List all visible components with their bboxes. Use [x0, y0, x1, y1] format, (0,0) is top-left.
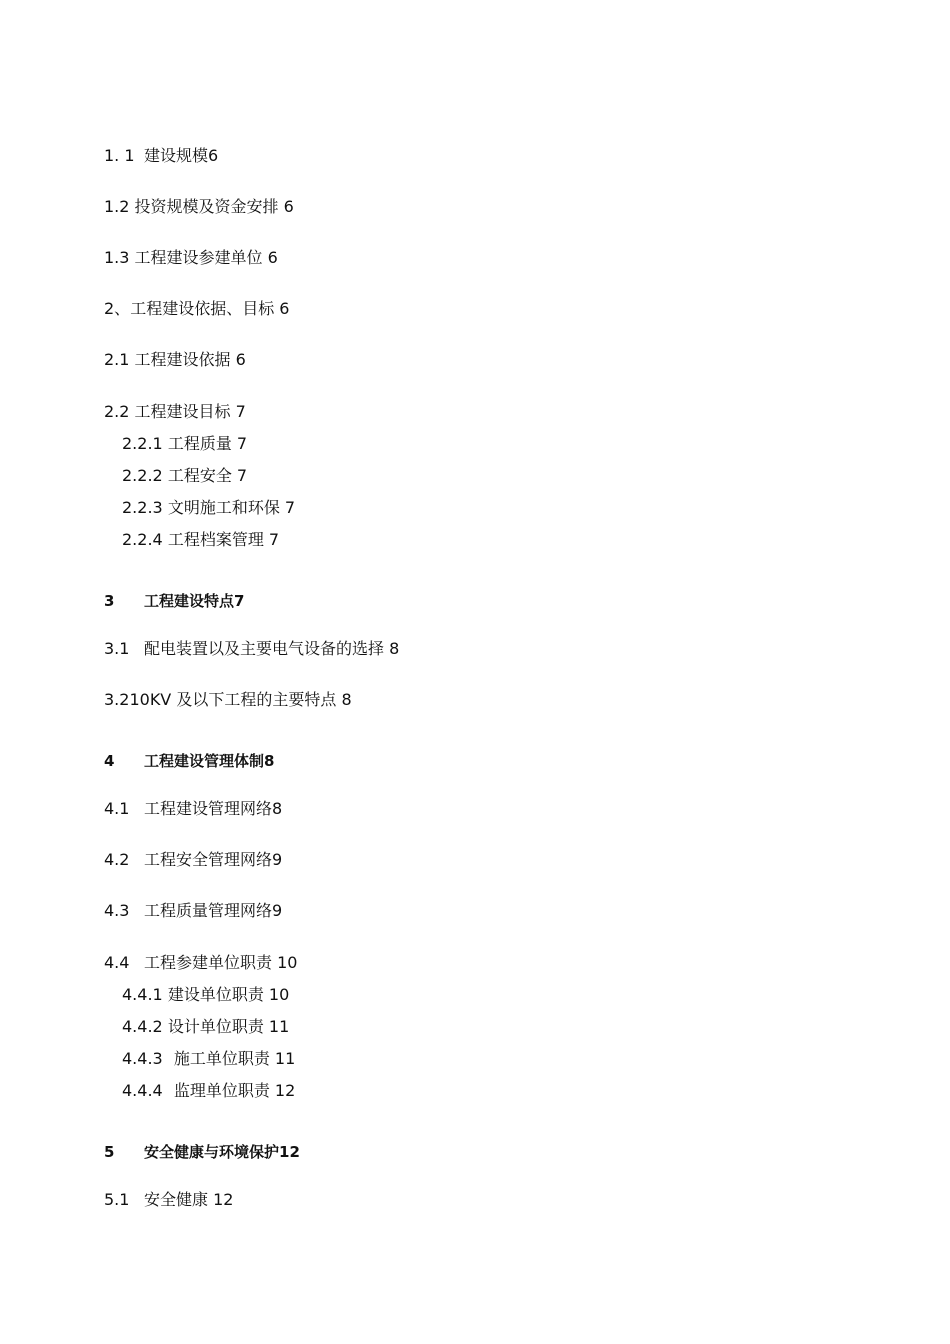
toc-entry-page: 7	[236, 466, 248, 485]
toc-entry-title: 安全健康与环境保护	[144, 1143, 280, 1161]
toc-entry-title: 监理单位职责	[173, 1081, 270, 1100]
toc-entry-number: 3.2	[104, 690, 130, 709]
toc-entry-number: 1. 1	[104, 146, 135, 165]
toc-entry-number: 4.4.2	[122, 1017, 163, 1036]
toc-entry-4-4-1[interactable]	[122, 985, 289, 1005]
toc-entry-page: 9	[272, 850, 283, 869]
toc-entry-title: 施工单位职责	[173, 1049, 270, 1068]
toc-entry-title: 安全健康	[144, 1190, 209, 1209]
toc-entry-title: 工程档案管理	[167, 530, 264, 549]
toc-entry-4-1[interactable]	[104, 799, 282, 819]
toc-entry-page: 8	[264, 752, 275, 770]
toc-entry-number: 2.2.3	[122, 498, 163, 517]
toc-entry-number: 2.1	[104, 350, 130, 369]
toc-entry-number: 2.2.2	[122, 466, 163, 485]
toc-entry-title: 工程建设特点	[144, 592, 235, 610]
toc-entry-title: 工程质量管理网络	[144, 901, 273, 920]
toc-entry-page: 8	[272, 799, 283, 818]
toc-entry-number: 4.1	[104, 799, 130, 818]
toc-entry-number: 2.2.1	[122, 434, 163, 453]
toc-entry-number: 4.4.4	[122, 1081, 163, 1100]
toc-entry-title: 工程建设管理体制	[144, 752, 265, 770]
toc-entry-title: 工程建设目标	[134, 402, 231, 421]
toc-entry-1-1[interactable]	[104, 146, 218, 166]
toc-entry-page: 10	[268, 985, 290, 1004]
toc-entry-number: 5	[104, 1143, 115, 1161]
toc-entry-3[interactable]	[104, 591, 244, 611]
toc-entry-3-1[interactable]	[104, 639, 399, 659]
toc-entry-page: 7	[284, 498, 296, 517]
toc-entry-page: 7	[235, 402, 246, 421]
toc-entry-1-2[interactable]	[104, 197, 294, 217]
toc-entry-3-2[interactable]	[104, 690, 352, 710]
toc-entry-page: 7	[268, 530, 280, 549]
toc-entry-number: 4.4.3	[122, 1049, 163, 1068]
toc-entry-2-1[interactable]	[104, 350, 246, 370]
toc-entry-number: 3	[104, 592, 115, 610]
toc-entry-title: 工程建设依据	[134, 350, 231, 369]
toc-entry-number: 5.1	[104, 1190, 130, 1209]
toc-entry-5-1[interactable]	[104, 1190, 233, 1210]
toc-entry-2-2-3[interactable]	[122, 498, 295, 518]
toc-entry-title: 文明施工和环保	[167, 498, 280, 517]
toc-entry-2-2-1[interactable]	[122, 434, 247, 454]
toc-entry-page: 12	[279, 1143, 300, 1161]
toc-entry-2-2[interactable]	[104, 402, 246, 422]
toc-entry-number: 1.3	[104, 248, 130, 267]
toc-entry-2-2-2[interactable]	[122, 466, 247, 486]
toc-entry-4-4-4[interactable]	[122, 1081, 295, 1101]
toc-entry-number: 4.3	[104, 901, 130, 920]
toc-entry-page: 6	[279, 299, 290, 318]
toc-entry-page: 10	[277, 953, 298, 972]
toc-entry-number: 1.2	[104, 197, 130, 216]
toc-entry-page: 9	[272, 901, 283, 920]
toc-entry-page: 8	[341, 690, 352, 709]
toc-entry-title: 设计单位职责	[167, 1017, 264, 1036]
toc-entry-title: 工程建设参建单位	[134, 248, 263, 267]
toc-entry-title: 工程建设依据、目标	[130, 299, 275, 318]
toc-entry-page: 6	[267, 248, 278, 267]
toc-entry-title: 投资规模及资金安排	[134, 197, 279, 216]
toc-entry-number: 2.2.4	[122, 530, 163, 549]
toc-entry-4-4[interactable]	[104, 953, 297, 973]
toc-entry-page: 6	[208, 146, 219, 165]
toc-entry-title: 工程参建单位职责	[144, 953, 273, 972]
toc-entry-title: 工程建设管理网络	[144, 799, 273, 818]
toc-entry-page: 12	[213, 1190, 234, 1209]
toc-entry-number: 4	[104, 752, 115, 770]
toc-entry-title: 工程安全	[167, 466, 232, 485]
toc-entry-page: 8	[389, 639, 400, 658]
toc-entry-title: 配电装置以及主要电气设备的选择	[144, 639, 385, 658]
toc-entry-page: 6	[235, 350, 246, 369]
toc-entry-4-3[interactable]	[104, 901, 282, 921]
toc-entry-1-3[interactable]	[104, 248, 278, 268]
toc-entry-page: 11	[274, 1049, 296, 1068]
toc-entry-2[interactable]	[104, 299, 289, 319]
toc-entry-title: 工程安全管理网络	[144, 850, 273, 869]
toc-entry-title: 工程质量	[167, 434, 232, 453]
toc-entry-number: 2、	[104, 299, 131, 318]
toc-entry-page: 7	[234, 592, 245, 610]
toc-entry-4-2[interactable]	[104, 850, 282, 870]
toc-entry-page: 6	[283, 197, 294, 216]
toc-entry-title: 建设单位职责	[167, 985, 264, 1004]
toc-entry-number: 2.2	[104, 402, 130, 421]
toc-entry-title: 10KV 及以下工程的主要特点	[129, 690, 337, 709]
toc-entry-title: 建设规模	[144, 146, 209, 165]
toc-entry-page: 11	[268, 1017, 290, 1036]
toc-entry-2-2-4[interactable]	[122, 530, 279, 550]
toc-entry-page: 12	[274, 1081, 296, 1100]
toc-entry-5[interactable]	[104, 1142, 300, 1162]
toc-entry-4-4-3[interactable]	[122, 1049, 295, 1069]
toc-entry-page: 7	[236, 434, 248, 453]
toc-entry-number: 4.2	[104, 850, 130, 869]
toc-entry-number: 4.4.1	[122, 985, 163, 1004]
toc-entry-4[interactable]	[104, 751, 274, 771]
toc-entry-number: 4.4	[104, 953, 130, 972]
toc-entry-number: 3.1	[104, 639, 130, 658]
toc-entry-4-4-2[interactable]	[122, 1017, 289, 1037]
